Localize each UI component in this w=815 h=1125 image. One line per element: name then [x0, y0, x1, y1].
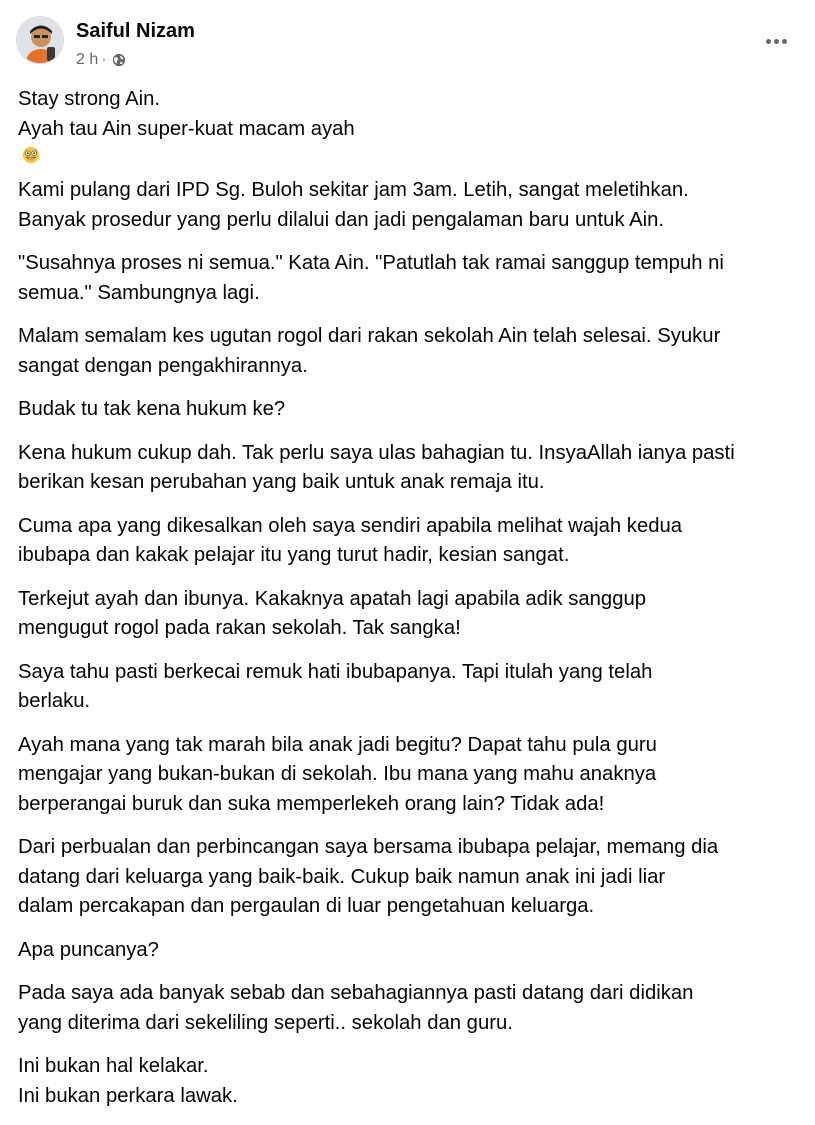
post-text-line: Banyak prosedur yang perlu dilalui dan jadi pengalaman baru untuk Ain.	[18, 208, 665, 231]
post-text-line: berlaku.	[18, 690, 91, 712]
globe-icon[interactable]	[112, 53, 126, 67]
post-paragraph	[18, 1052, 797, 1111]
post-paragraph	[18, 585, 797, 644]
post-paragraph	[18, 512, 797, 571]
post-text-line: Malam semalam kes ugutan rogol dari rakan sekolah Ain telah selesai. Syukur	[18, 325, 721, 347]
post-text-line: berikan kesan perubahan yang baik untuk anak remaja itu.	[18, 471, 545, 493]
post-text-line: Apa puncanya?	[18, 938, 159, 961]
post-text-line: berperangai buruk dan suka memperlekeh orang lain? Tidak ada!	[18, 792, 605, 815]
meta-separator: ·	[101, 51, 107, 68]
more-options-icon[interactable]	[761, 26, 791, 56]
post-paragraph	[18, 833, 797, 922]
post-text-line: mengajar yang bukan-bukan di sekolah. Ibu mana yang mahu anaknya	[18, 763, 657, 785]
post-text-line: Saya tahu pasti berkecai remuk hati ibubapanya. Tapi itulah yang telah	[18, 660, 653, 683]
post-header	[16, 14, 799, 70]
avatar[interactable]	[16, 16, 64, 64]
author-name[interactable]: Saiful Nizam	[76, 20, 195, 42]
post-paragraph	[18, 249, 797, 308]
post-text-line: mengugut rogol pada rakan sekolah. Tak sangka!	[18, 617, 461, 639]
cold-sweat-grin-emoji-icon	[22, 144, 40, 162]
post-text-line: Ini bukan hal kelakar.	[18, 1055, 209, 1077]
post-text-line: Cuma apa yang dikesalkan oleh saya sendiri apabila melihat wajah kedua	[18, 514, 683, 537]
post-text-line: Terkejut ayah dan ibunya. Kakaknya apatah lagi apabila adik sanggup	[18, 587, 647, 610]
post-paragraph	[18, 322, 797, 381]
post-paragraph	[18, 731, 797, 820]
post-text-line: Kena hukum cukup dah. Tak perlu saya ulas bahagian tu. InsyaAllah ianya pasti	[18, 441, 735, 464]
post-paragraph	[18, 936, 797, 966]
post-paragraph	[18, 85, 797, 162]
post-paragraph	[18, 395, 797, 425]
post-text-line: Ini bukan perkara lawak.	[18, 1084, 238, 1107]
avatar-image	[17, 17, 64, 64]
post-text-line: "Susahnya proses ni semua." Kata Ain. "Patutlah tak ramai sanggup tempuh ni	[18, 252, 724, 274]
post-text-line: Dari perbualan dan perbincangan saya bersama ibubapa pelajar, memang dia	[18, 836, 719, 858]
post-text-line: dalam percakapan dan pergaulan di luar pengetahuan keluarga.	[18, 895, 595, 917]
post-text-line: Kami pulang dari IPD Sg. Buloh sekitar jam 3am. Letih, sangat meletihkan.	[18, 179, 689, 201]
post-text-line: Stay strong Ain.	[18, 88, 161, 110]
post-paragraph	[18, 658, 797, 717]
post-timestamp[interactable]: 2 h	[76, 51, 99, 68]
post-paragraph	[18, 439, 797, 498]
post-text-line: Ayah tau Ain super-kuat macam ayah	[18, 115, 797, 163]
post-text-line: ibubapa dan kakak pelajar itu yang turut hadir, kesian sangat.	[18, 544, 570, 566]
post-meta	[76, 51, 126, 69]
post-text-line: Pada saya ada banyak sebab dan sebahagiannya pasti datang dari didikan	[18, 982, 694, 1004]
post-text-line: datang dari keluarga yang baik-baik. Cukup baik namun anak ini jadi liar	[18, 865, 666, 888]
post-body	[18, 85, 797, 1125]
post-text-line: semua." Sambungnya lagi.	[18, 281, 260, 304]
post-text-line: sangat dengan pengakhirannya.	[18, 354, 308, 377]
post-text-line: Budak tu tak kena hukum ke?	[18, 398, 286, 420]
post-paragraph	[18, 176, 797, 235]
post-text-line: Ayah mana yang tak marah bila anak jadi begitu? Dapat tahu pula guru	[18, 733, 657, 756]
post-text-line: yang diterima dari sekeliling seperti.. sekolah dan guru.	[18, 1011, 513, 1034]
post-paragraph	[18, 979, 797, 1038]
